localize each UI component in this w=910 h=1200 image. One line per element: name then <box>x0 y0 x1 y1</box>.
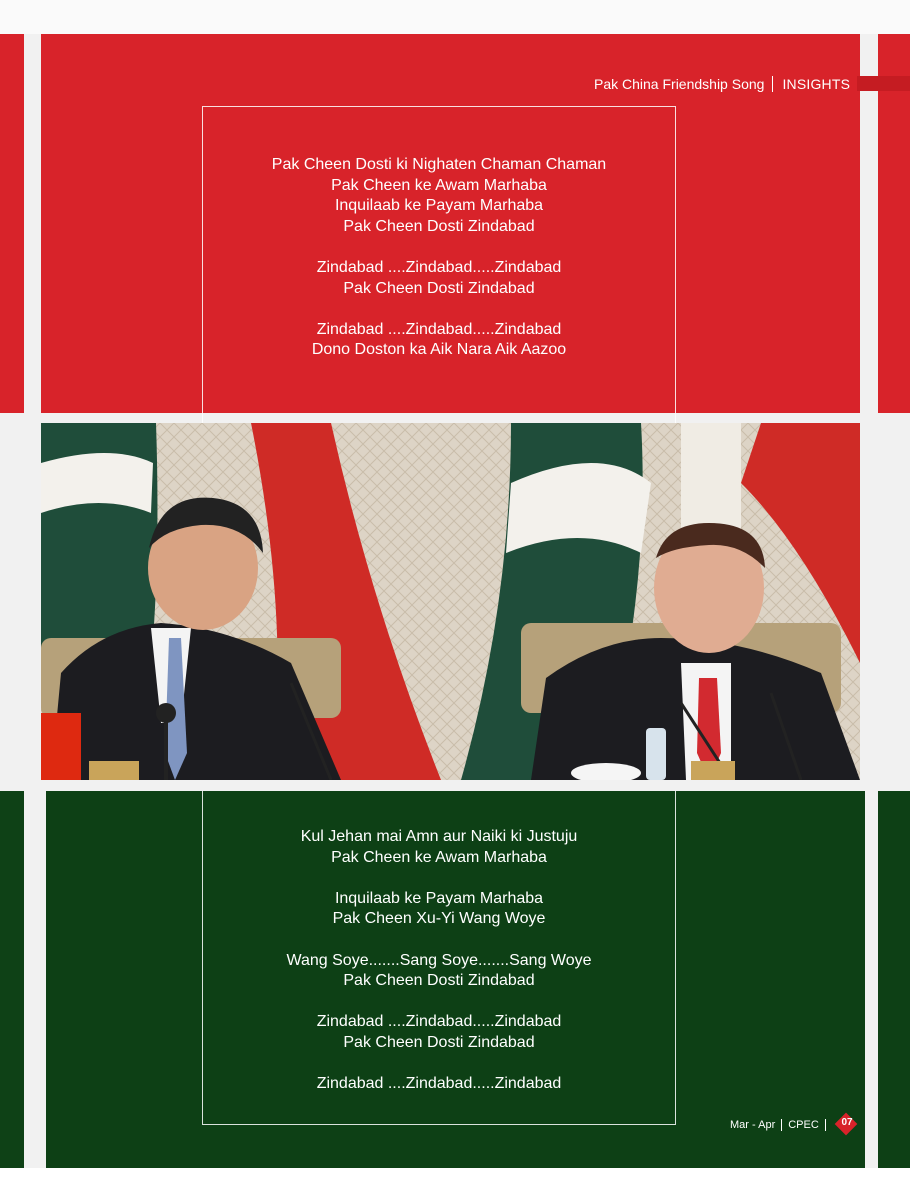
stanza <box>203 827 675 868</box>
lyric-line: Pak Cheen Dosti Zindabad <box>343 279 535 297</box>
page-bottom-margin <box>0 1168 910 1200</box>
lyric-line: Zindabad ....Zindabad.....Zindabad <box>316 320 562 338</box>
lyrics-box-bottom <box>202 791 676 1125</box>
lyric-line: Pak Cheen Dosti Zindabad <box>343 1033 535 1051</box>
stanza <box>203 1012 675 1053</box>
stanza <box>203 889 675 930</box>
header-accent-bar <box>857 76 910 91</box>
lyric-line: Pak Cheen Dosti Zindabad <box>343 217 535 235</box>
lyric-line: Zindabad ....Zindabad.....Zindabad <box>316 1075 562 1093</box>
footer-separator <box>825 1119 826 1131</box>
green-left-edge <box>0 791 24 1168</box>
green-right-edge <box>878 791 910 1168</box>
lyric-line: Pak Cheen ke Awam Marhaba <box>331 848 547 866</box>
stanza <box>203 320 675 361</box>
page-number-badge <box>836 1114 858 1136</box>
china-desk-flag <box>41 713 81 780</box>
glass-right <box>691 761 735 780</box>
footer-issue: Mar - Apr <box>730 1119 776 1131</box>
header-section-label: INSIGHTS <box>782 76 851 92</box>
header-divider <box>772 76 773 92</box>
water-bottle <box>646 728 666 780</box>
lyric-line: Zindabad ....Zindabad.....Zindabad <box>316 1013 562 1031</box>
stanza <box>203 1074 675 1095</box>
lyric-line: Inquilaab ke Payam Marhaba <box>334 197 544 215</box>
lyric-line: Kul Jehan mai Amn aur Naiki ki Justuju <box>300 828 578 845</box>
lyric-line: Pak Cheen Dosti Zindabad <box>343 972 535 990</box>
stanza <box>203 951 675 992</box>
page-top-margin <box>0 0 910 34</box>
glass-left <box>89 761 139 780</box>
lyric-line: Dono Doston ka Aik Nara Aik Aazoo <box>311 341 567 359</box>
lyric-line: Pak Cheen Xu-Yi Wang Woye <box>332 910 546 928</box>
footer-magazine: CPEC <box>788 1119 819 1131</box>
red-left-edge <box>0 34 24 413</box>
leaders-photo <box>41 423 860 780</box>
lyric-line: Wang Soye.......Sang Soye.......Sang Woye <box>286 951 592 969</box>
lyrics-box-top <box>202 106 676 436</box>
lyric-line: Inquilaab ke Payam Marhaba <box>334 889 544 907</box>
page-number: 07 <box>841 1117 853 1128</box>
running-header <box>594 74 850 94</box>
header-series-title: Pak China Friendship Song <box>594 76 765 92</box>
photo-illustration <box>41 423 860 780</box>
lyric-line: Pak Cheen ke Awam Marhaba <box>331 176 547 194</box>
stanza <box>203 258 675 299</box>
page-footer <box>730 1116 832 1134</box>
stanza <box>203 155 675 237</box>
footer-separator <box>781 1119 782 1131</box>
lyric-line: Pak Cheen Dosti ki Nighaten Chaman Chaman <box>271 156 607 173</box>
lyric-line: Zindabad ....Zindabad.....Zindabad <box>316 258 562 276</box>
